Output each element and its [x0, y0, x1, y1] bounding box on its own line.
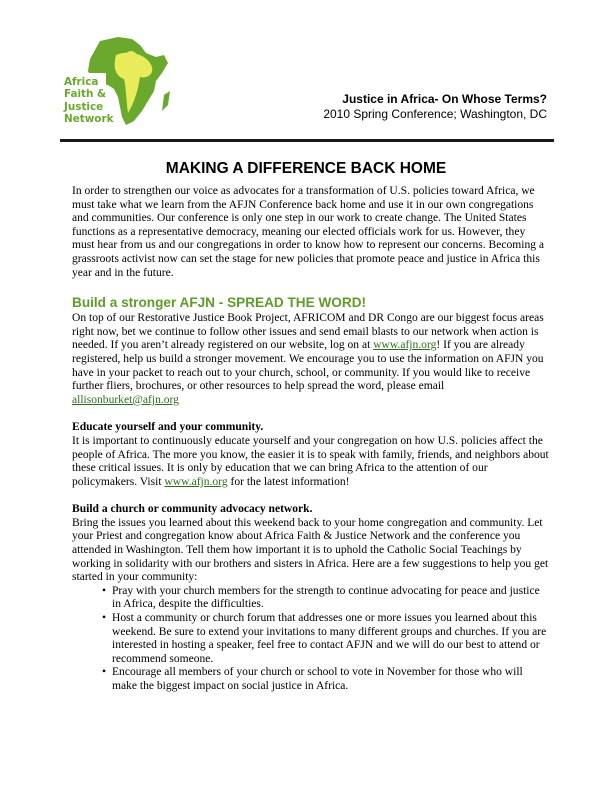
- list-item-text: Host a community or church forum that addresses one or more issues you learned about this weekend. Be sure to extend your invitations to many different groups and churches. If you are interested in hosting a speaker, feel free to contact AFJN and we will do our best to attend or recommend someone.: [112, 612, 547, 665]
- section-heading-network: Build a church or community advocacy network.: [72, 503, 313, 516]
- header-divider: [60, 139, 554, 142]
- paragraph-text: ! If you are already registered, help us build a stronger movement. We encourage you to use the information on AFJN you have in your packet to reach out to your church, school, or community. If you would like to receive further fliers, brochures, or other resources to help spread the word, please email: [72, 339, 544, 393]
- logo-line: Justice: [64, 100, 104, 113]
- section-paragraph-educate: [72, 435, 550, 489]
- list-item: [72, 612, 550, 666]
- email-link[interactable]: allisonburket@afjn.org: [72, 393, 179, 406]
- spacer: [72, 280, 550, 294]
- afjn-logo: [60, 33, 180, 133]
- conference-info: [323, 92, 547, 122]
- section-paragraph-spread-word: [72, 312, 550, 407]
- afjn-website-link[interactable]: www.afjn.org: [164, 475, 228, 488]
- logo-line: Faith &: [64, 88, 107, 101]
- bullet-icon: •: [102, 584, 107, 597]
- paragraph-text: for the latest information!: [227, 475, 350, 488]
- main-content: [72, 185, 550, 694]
- conference-subtitle: 2010 Spring Conference; Washington, DC: [323, 107, 547, 121]
- intro-paragraph: In order to strengthen our voice as advocates for a transformation of U.S. policies toward Africa, we must take what we learn from the AFJN Conference back home and use it in our own congregations and communities. Our conference is only one step in our work to create change. The United States functions as a representative democracy, meaning our elected officials work for us. However, they must hear from us and our congregations in order to know how to represent our concerns. Becoming a grassroots activist now can set the stage for new policies that promote peace and justice in Africa this year and in the future.: [72, 185, 545, 279]
- list-item-text: Pray with your church members for the strength to continue advocating for peace and justice in Africa, despite the difficulties.: [112, 584, 540, 611]
- logo-line: Africa: [64, 76, 99, 88]
- spacer: [72, 489, 550, 503]
- logo-text: [64, 76, 113, 126]
- list-item: [72, 666, 550, 693]
- section-paragraph-network: Bring the issues you learned about this weekend back to your home congregation and community. Let your Priest and congregation know about Africa Faith & Justice Network and the conference you attended in Washington. Tell them how important it is to uphold the Catholic Social Teachings by working in solidarity with our brothers and sisters in Africa. Here are a few suggestions to help you get started in your community:: [72, 516, 549, 584]
- list-item-text: Encourage all members of your church or school to vote in November for those who will make the biggest impact on social justice in Africa.: [112, 666, 523, 692]
- bullet-icon: •: [102, 612, 107, 625]
- paragraph-text: It is important to continuously educate yourself and your congregation on how U.S. policies affect the people of Africa. The more you know, the easier it is to speak with family, friends, and neighbors about these critical issues. It is only by education that we can bring Africa to the attention of our policymakers. Visit: [72, 434, 549, 488]
- section-heading-educate: Educate yourself and your community.: [72, 421, 264, 434]
- afjn-website-link[interactable]: www.afjn.org: [373, 339, 437, 352]
- conference-title: Justice in Africa- On Whose Terms?: [342, 92, 547, 106]
- list-item: [72, 585, 550, 612]
- page-title: MAKING A DIFFERENCE BACK HOME: [165, 160, 447, 177]
- paragraph-text: On top of our Restorative Justice Book Project, AFRICOM and DR Congo are our biggest focus areas right now, bet we continue to follow other issues and send email blasts to our network when action is needed. If you aren’t already registered on our website, log on at: [72, 312, 544, 352]
- bullet-icon: •: [102, 666, 107, 679]
- logo-line: Network: [64, 113, 114, 126]
- spacer: [72, 407, 550, 421]
- suggestions-list: [72, 585, 550, 694]
- section-heading-spread-word: Build a stronger AFJN - SPREAD THE WORD!: [72, 295, 367, 311]
